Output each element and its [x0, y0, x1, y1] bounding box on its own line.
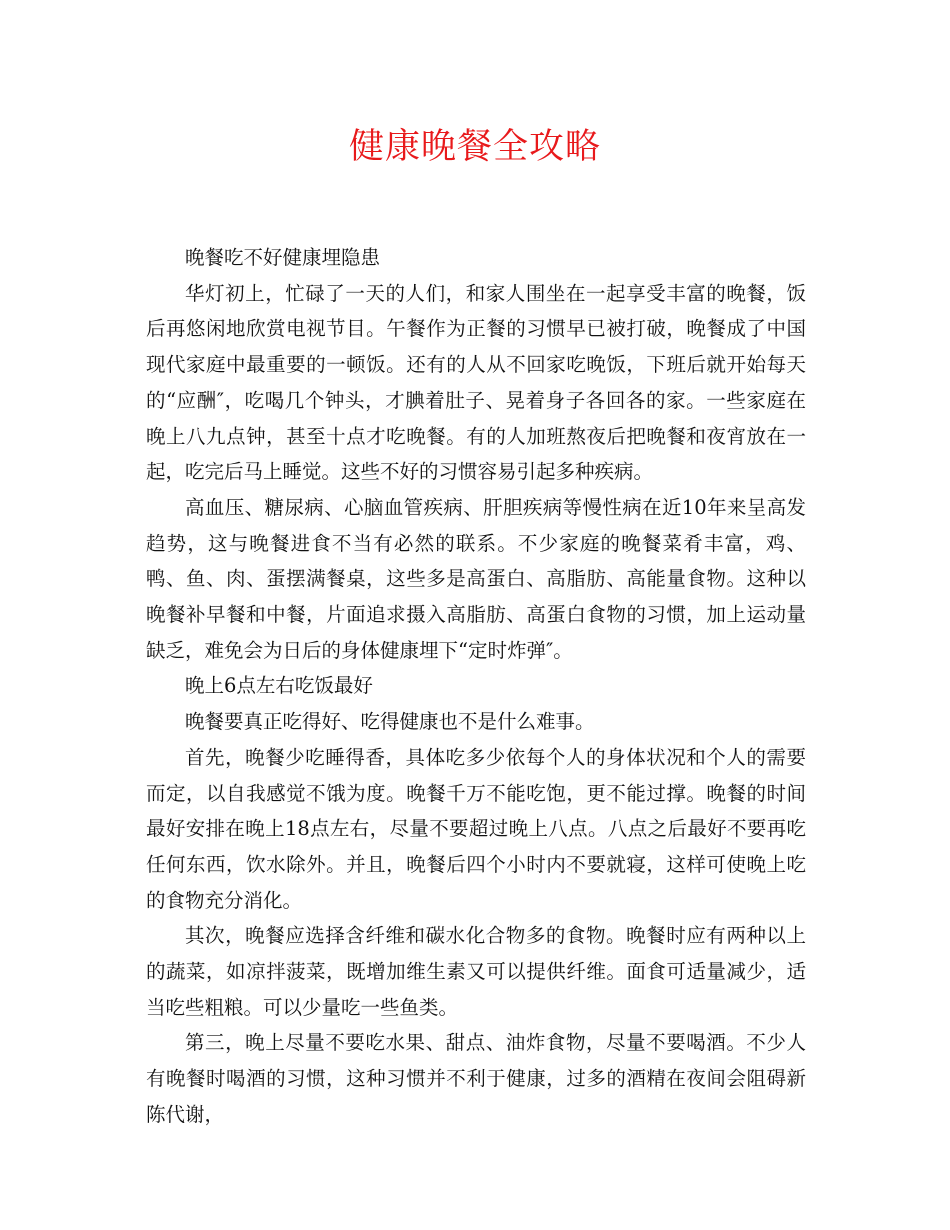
paragraph-intro: 华灯初上，忙碌了一天的人们，和家人围坐在一起享受丰富的晚餐，饭后再悠闲地欣赏电视节目。午餐作为正餐的习惯早已被打破，晚餐成了中国现代家庭中最重要的一顿饭。还有的人从不回家吃晚饭，下班后就开始每天的“应酬″，吃喝几个钟头，才腆着肚子、晃着身子各回各的家。一些家庭在晚上八九点钟，甚至十点才吃晚餐。有的人加班熬夜后把晚餐和夜宵放在一起，吃完后马上睡觉。这些不好的习惯容易引起多种疾病。	[146, 281, 806, 484]
paragraph-summary: 晚餐要真正吃得好、吃得健康也不是什么难事。	[185, 710, 595, 734]
document-body	[146, 240, 806, 1133]
section-heading-dinner-time: 晚上6点左右吃饭最好	[185, 674, 373, 698]
section-heading-dinner-risks: 晚餐吃不好健康埋隐患	[185, 246, 381, 269]
paragraph-third-tip: 第三，晚上尽量不要吃水果、甜点、油炸食物，尽量不要喝酒。不少人有晚餐时喝酒的习惯，这种习惯并不利于健康，过多的酒精在夜间会阻碍新陈代谢，	[146, 1031, 806, 1126]
document-title: 健康晚餐全攻略	[348, 127, 601, 167]
paragraph-diseases: 高血压、糖尿病、心脑血管疾病、肝胆疾病等慢性病在近10年来呈高发趋势，这与晚餐进食不当有必然的联系。不少家庭的晚餐菜肴丰富，鸡、鸭、鱼、肉、蛋摆满餐桌，这些多是高蛋白、高脂肪、高能量食物。这种以晚餐补早餐和中餐，片面追求摄入高脂肪、高蛋白食物的习惯，加上运动量缺乏，难免会为日后的身体健康埋下“定时炸弹″。	[146, 495, 806, 662]
paragraph-second-tip: 其次，晚餐应选择含纤维和碳水化合物多的食物。晚餐时应有两种以上的蔬菜，如凉拌菠菜，既增加维生素又可以提供纤维。面食可适量减少，适当吃些粗粮。可以少量吃一些鱼类。	[146, 924, 806, 1019]
paragraph-first-tip: 首先，晚餐少吃睡得香，具体吃多少依每个人的身体状况和个人的需要而定，以自我感觉不饿为度。晚餐千万不能吃饱，更不能过撑。晚餐的时间最好安排在晚上18点左右，尽量不要超过晚上八点。八点之后最好不要再吃任何东西，饮水除外。并且，晚餐后四个小时内不要就寝，这样可使晚上吃的食物充分消化。	[146, 745, 806, 912]
